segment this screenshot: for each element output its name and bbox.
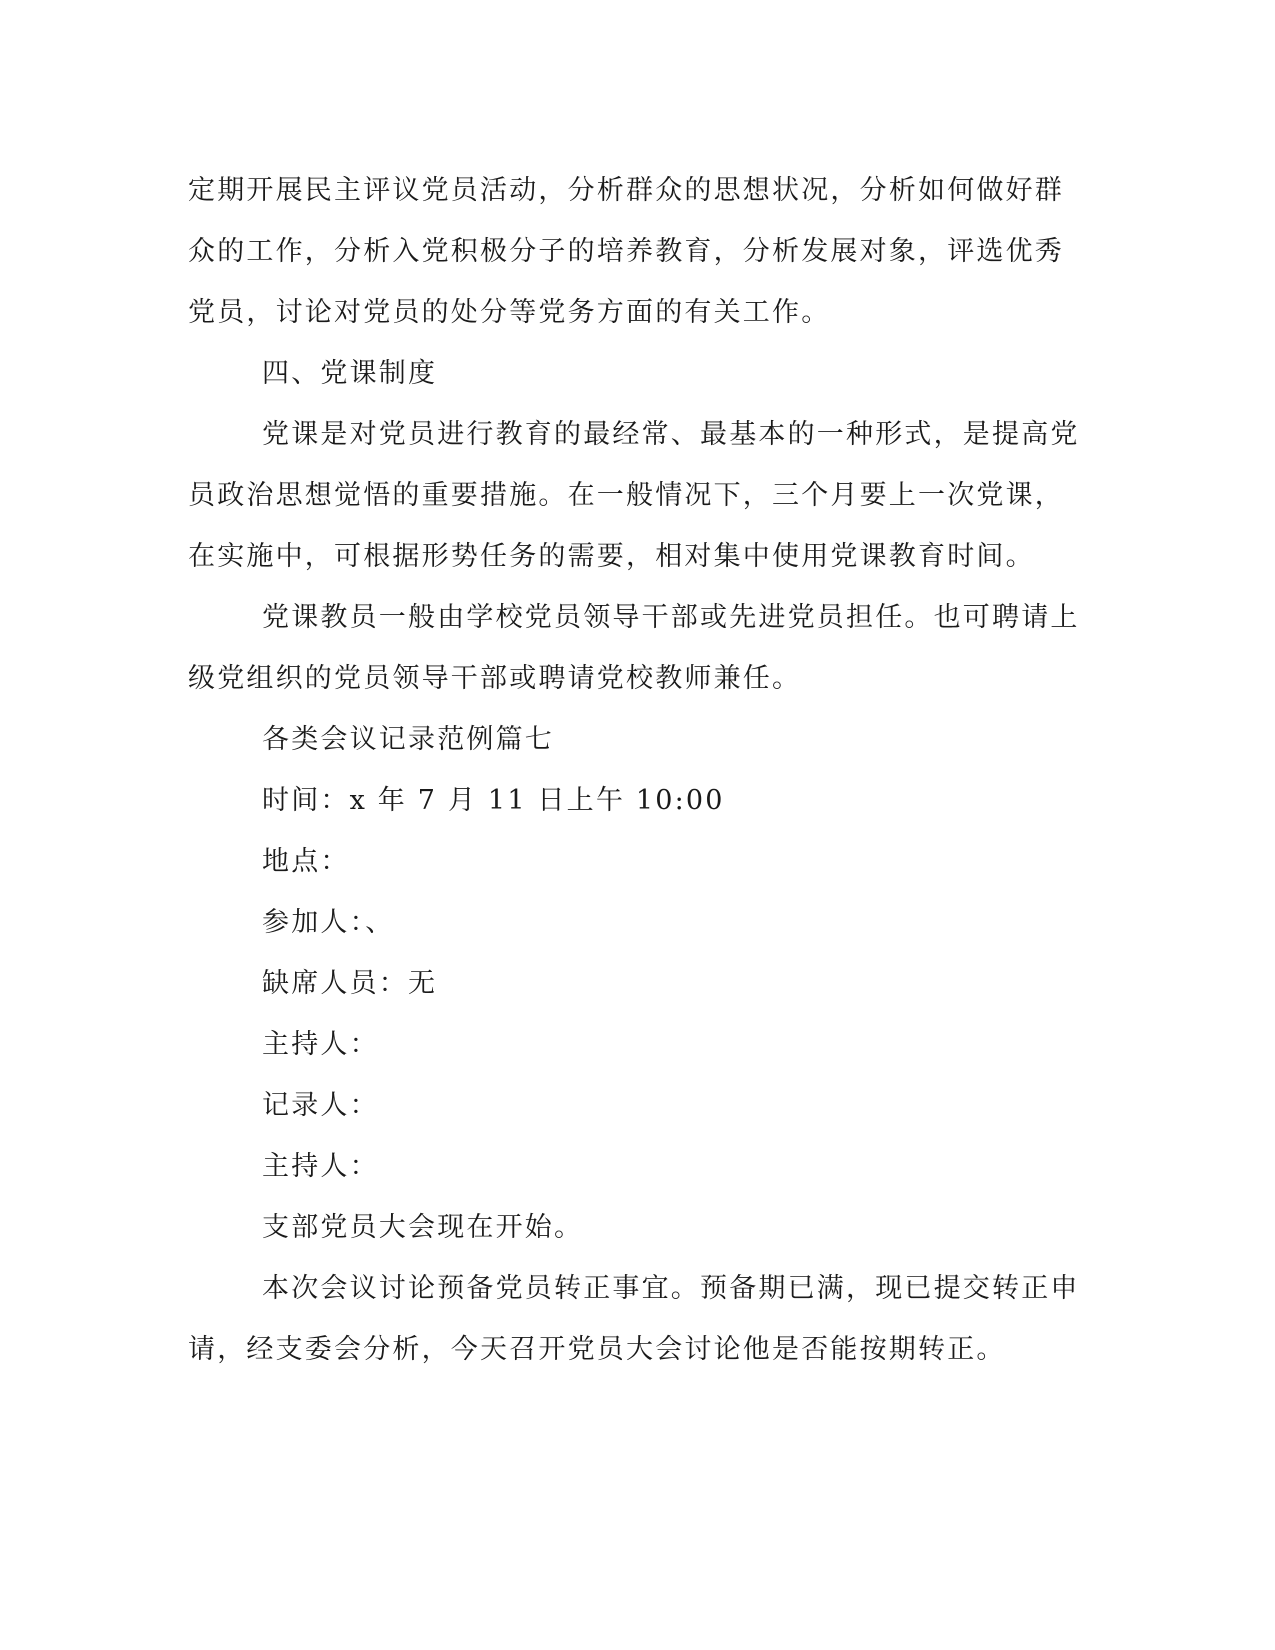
meeting-absentees-line: 缺席人员：无 <box>262 968 438 999</box>
meeting-absentees <box>188 953 1083 1014</box>
text-line: 众的工作，分析入党积极分子的培养教育，分析发展对象，评选优秀 <box>188 236 1064 267</box>
text-line: 在实施中，可根据形势任务的需要，相对集中使用党课教育时间。 <box>188 541 1035 572</box>
section-title-example-seven <box>188 709 1083 770</box>
text-line: 党员，讨论对党员的处分等党务方面的有关工作。 <box>188 297 831 328</box>
meeting-host-speech <box>188 1136 1083 1197</box>
text-line: 党课教员一般由学校党员领导干部或先进党员担任。也可聘请上 <box>262 602 1080 633</box>
section-heading: 四、党课制度 <box>262 358 438 389</box>
meeting-opening <box>188 1197 1083 1258</box>
meeting-location <box>188 831 1083 892</box>
text-line: 定期开展民主评议党员活动，分析群众的思想状况，分析如何做好群 <box>188 175 1064 206</box>
meeting-recorder-line: 记录人： <box>262 1090 379 1121</box>
meeting-attendees-line: 参加人：、 <box>262 907 395 938</box>
paragraph-review-activities <box>188 160 1083 343</box>
text-line: 本次会议讨论预备党员转正事宜。预备期已满，现已提交转正申 <box>262 1273 1080 1304</box>
text-line: 请，经支委会分析，今天召开党员大会讨论他是否能按期转正。 <box>188 1334 1006 1365</box>
document-body <box>188 160 1083 1380</box>
meeting-host <box>188 1014 1083 1075</box>
text-line: 党课是对党员进行教育的最经常、最基本的一种形式，是提高党 <box>262 419 1080 450</box>
text-line: 级党组织的党员领导干部或聘请党校教师兼任。 <box>188 663 802 694</box>
section-heading-party-lesson-system <box>188 343 1083 404</box>
text-line: 员政治思想觉悟的重要措施。在一般情况下，三个月要上一次党课， <box>188 480 1064 511</box>
meeting-recorder <box>188 1075 1083 1136</box>
paragraph-party-lesson-teachers <box>188 587 1083 709</box>
meeting-attendees <box>188 892 1083 953</box>
paragraph-party-lesson-purpose <box>188 404 1083 587</box>
meeting-host-speech-line: 主持人： <box>262 1151 379 1182</box>
text-line: 支部党员大会现在开始。 <box>262 1212 584 1243</box>
meeting-host-line: 主持人： <box>262 1029 379 1060</box>
meeting-time-line: 时间：x 年 7 月 11 日上午 10:00 <box>262 785 725 816</box>
paragraph-meeting-agenda <box>188 1258 1083 1380</box>
meeting-location-line: 地点： <box>262 846 350 877</box>
meeting-time <box>188 770 1083 831</box>
section-title: 各类会议记录范例篇七 <box>262 724 554 755</box>
